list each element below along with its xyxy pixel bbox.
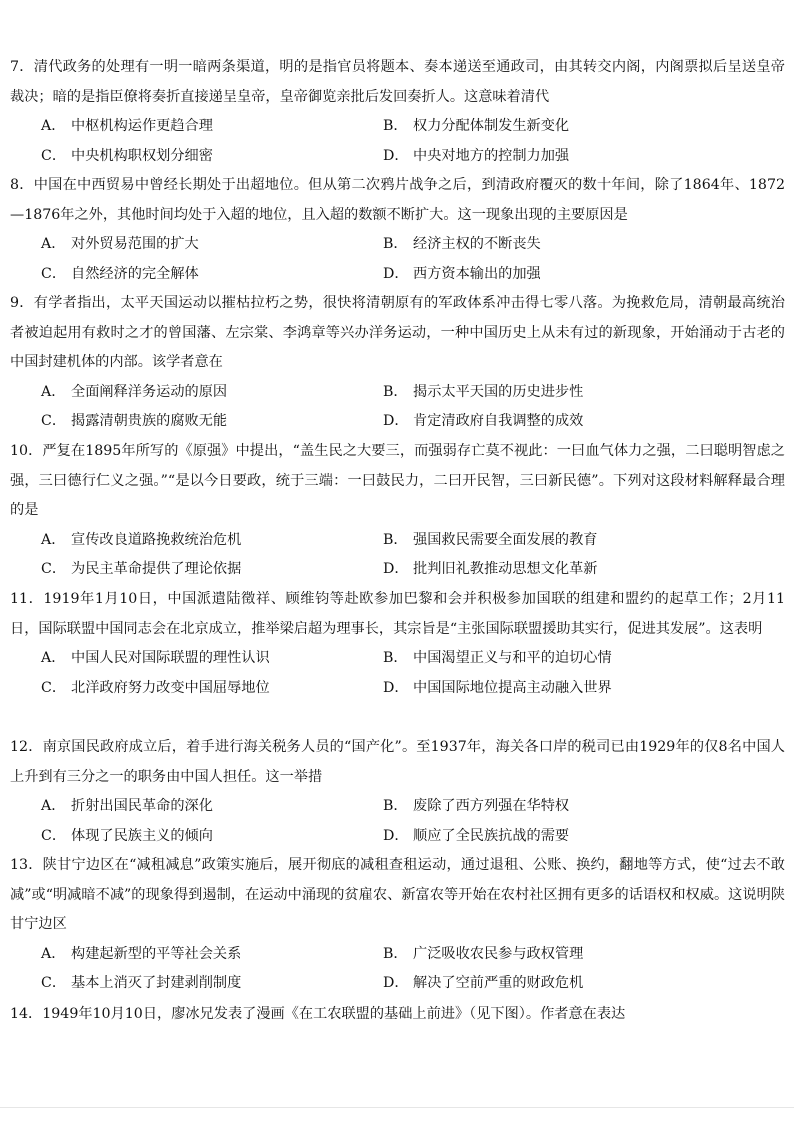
option-c[interactable] <box>10 674 352 704</box>
option-letter: A． <box>41 531 66 548</box>
question-stem: 7．清代政务的处理有一明一暗两条渠道，明的是指官员将题本、奏本递送至通政司，由其转交内阁，内阁票拟后呈送皇帝裁决；暗的是指臣僚将奏折直接递呈皇帝，皇帝御览亲批后发回奏折人。这意味着清代 <box>10 59 785 105</box>
question-11 <box>10 585 785 703</box>
option-letter: B． <box>383 650 408 667</box>
option-letter: A． <box>41 118 66 135</box>
option-text: 肯定清政府自我调整的成效 <box>413 413 584 430</box>
question-stem: 9．有学者指出，太平天国运动以摧枯拉朽之势，很快将清朝原有的军政体系冲击得七零八落。为挽救危局，清朝最高统治者被迫起用有救时之才的曾国藩、左宗棠、李鸿章等兴办洋务运动，一种中国历史上从未有过的新现象，开始涌动于古老的中国封建机体的内部。该学者意在 <box>10 295 785 371</box>
option-d[interactable] <box>352 142 752 172</box>
option-b[interactable] <box>352 526 752 556</box>
option-text: 解决了空前严重的财政危机 <box>413 975 584 992</box>
option-a[interactable] <box>10 644 352 674</box>
option-text: 中央对地方的控制力加强 <box>413 147 570 164</box>
answer-options <box>10 792 785 851</box>
option-b[interactable] <box>352 378 752 408</box>
option-letter: D． <box>383 975 409 992</box>
option-b[interactable] <box>352 644 752 674</box>
question-stem: 13．陕甘宁边区在“减租减息”政策实施后，展开彻底的减租查租运动，通过退租、公账、换约，翻地等方式，使“过去不敢减”或“明减暗不减”的现象得到遏制，在运动中涌现的贫雇农、新富农等开始在农村社区拥有更多的话语权和权威。这说明陕甘宁边区 <box>10 857 785 933</box>
option-d[interactable] <box>352 407 752 437</box>
page-bottom-divider <box>0 1107 794 1108</box>
option-text: 基本上消灭了封建剥削制度 <box>71 975 242 992</box>
option-d[interactable] <box>352 822 752 852</box>
option-a[interactable] <box>10 792 352 822</box>
option-letter: D． <box>383 679 409 696</box>
question-stem: 10．严复在1895年所写的《原强》中提出，“盖生民之大要三，而强弱存亡莫不视此：一曰血气体力之强，二曰聪明智虑之强，三曰德行仁义之强。”“是以今日要政，统于三端：一曰鼓民力，二曰开民智，三曰新民德”。下列对这段材料解释最合理的是 <box>10 443 785 519</box>
option-text: 揭示太平天国的历史进步性 <box>413 383 584 400</box>
option-text: 中国渴望正义与和平的迫切心情 <box>413 650 612 667</box>
option-letter: A． <box>41 383 66 400</box>
option-a[interactable] <box>10 378 352 408</box>
answer-options <box>10 378 785 437</box>
option-letter: B． <box>383 383 408 400</box>
option-c[interactable] <box>10 407 352 437</box>
answer-options <box>10 526 785 585</box>
option-d[interactable] <box>352 674 752 704</box>
question-stem: 8．中国在中西贸易中曾经长期处于出超地位。但从第二次鸦片战争之后，到清政府覆灭的数十年间，除了1864年、1872—1876年之外，其他时间均处于入超的地位，且入超的数额不断扩大。这一现象出现的主要原因是 <box>10 177 785 223</box>
option-text: 为民主革命提供了理论依据 <box>71 561 242 578</box>
option-c[interactable] <box>10 822 352 852</box>
option-letter: A． <box>41 650 66 667</box>
option-b[interactable] <box>352 112 752 142</box>
option-letter: C． <box>41 679 67 696</box>
option-a[interactable] <box>10 230 352 260</box>
option-text: 西方资本输出的加强 <box>413 265 541 282</box>
option-text: 宣传改良道路挽救统治危机 <box>71 531 242 548</box>
question-13 <box>10 851 785 999</box>
option-letter: C． <box>41 147 67 164</box>
option-text: 全面阐释洋务运动的原因 <box>71 383 228 400</box>
option-letter: C． <box>41 975 67 992</box>
option-letter: B． <box>383 531 408 548</box>
option-letter: C． <box>41 561 67 578</box>
option-letter: B． <box>383 798 408 815</box>
question-9 <box>10 289 785 437</box>
question-8 <box>10 171 785 289</box>
option-c[interactable] <box>10 555 352 585</box>
answer-options <box>10 940 785 999</box>
option-letter: A． <box>41 236 66 253</box>
answer-options <box>10 644 785 703</box>
question-10 <box>10 437 785 585</box>
option-d[interactable] <box>352 555 752 585</box>
option-letter: D． <box>383 413 409 430</box>
option-d[interactable] <box>352 969 752 999</box>
question-stem: 14．1949年10月10日，廖冰兄发表了漫画《在工农联盟的基础上前进》（见下图）。作者意在表达 <box>10 1006 626 1022</box>
option-text: 北洋政府努力改变中国屈辱地位 <box>71 679 270 696</box>
option-letter: A． <box>41 798 66 815</box>
answer-options <box>10 230 785 289</box>
option-text: 构建起新型的平等社会关系 <box>71 945 242 962</box>
answer-options <box>10 112 785 171</box>
option-c[interactable] <box>10 969 352 999</box>
question-14 <box>10 1000 785 1030</box>
option-b[interactable] <box>352 940 752 970</box>
option-a[interactable] <box>10 112 352 142</box>
option-letter: B． <box>383 118 408 135</box>
option-letter: C． <box>41 827 67 844</box>
option-letter: D． <box>383 561 409 578</box>
option-text: 顺应了全民族抗战的需要 <box>413 827 570 844</box>
option-text: 自然经济的完全解体 <box>71 265 199 282</box>
question-12 <box>10 733 785 851</box>
option-text: 强国救民需要全面发展的教育 <box>413 531 598 548</box>
option-text: 经济主权的不断丧失 <box>413 236 541 253</box>
option-letter: C． <box>41 265 67 282</box>
option-text: 中国国际地位提高主动融入世界 <box>413 679 612 696</box>
option-c[interactable] <box>10 142 352 172</box>
question-stem: 12．南京国民政府成立后，着手进行海关税务人员的“国产化”。至1937年，海关各口岸的税司已由1929年的仅8名中国人上升到有三分之一的职务由中国人担任。这一举措 <box>10 739 785 785</box>
option-text: 中枢机构运作更趋合理 <box>71 118 213 135</box>
option-text: 对外贸易范围的扩大 <box>71 236 199 253</box>
option-c[interactable] <box>10 260 352 290</box>
option-d[interactable] <box>352 260 752 290</box>
option-letter: B． <box>383 236 408 253</box>
option-b[interactable] <box>352 792 752 822</box>
option-a[interactable] <box>10 940 352 970</box>
option-text: 批判旧礼教推动思想文化革新 <box>413 561 598 578</box>
option-text: 权力分配体制发生新变化 <box>413 118 570 135</box>
option-letter: B． <box>383 945 408 962</box>
option-text: 揭露清朝贵族的腐败无能 <box>71 413 228 430</box>
question-7 <box>10 53 785 171</box>
option-b[interactable] <box>352 230 752 260</box>
option-letter: D． <box>383 827 409 844</box>
option-a[interactable] <box>10 526 352 556</box>
option-text: 折射出国民革命的深化 <box>71 798 213 815</box>
option-letter: D． <box>383 265 409 282</box>
option-text: 中央机构职权划分细密 <box>71 147 213 164</box>
option-text: 废除了西方列强在华特权 <box>413 798 570 815</box>
option-text: 中国人民对国际联盟的理性认识 <box>71 650 270 667</box>
option-text: 体现了民族主义的倾向 <box>71 827 213 844</box>
option-text: 广泛吸收农民参与政权管理 <box>413 945 584 962</box>
option-letter: C． <box>41 413 67 430</box>
option-letter: D． <box>383 147 409 164</box>
option-letter: A． <box>41 945 66 962</box>
question-stem: 11．1919年1月10日，中国派遣陆徵祥、顾维钧等赴欧参加巴黎和会并积极参加国联的组建和盟约的起草工作；2月11日，国际联盟中国同志会在北京成立，推举梁启超为理事长，其宗旨是“主张国际联盟援助其实行，促进其发展”。这表明 <box>10 591 785 637</box>
